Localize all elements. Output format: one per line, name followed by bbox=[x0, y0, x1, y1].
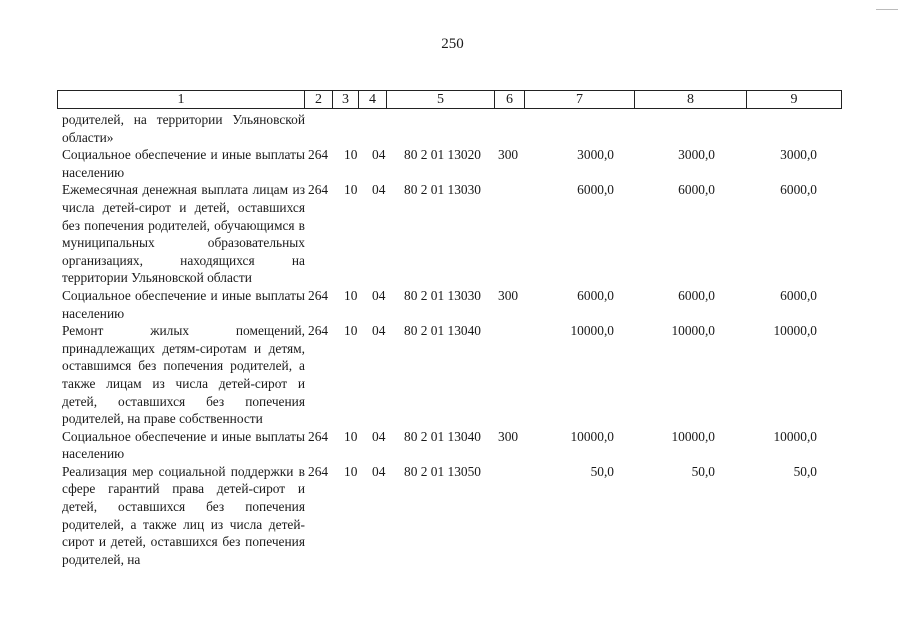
row-amount-3: 6000,0 bbox=[780, 287, 817, 303]
table-row bbox=[57, 428, 842, 463]
row-section: 10 bbox=[344, 428, 358, 444]
row-amount-1: 10000,0 bbox=[570, 428, 614, 444]
row-target-code: 80 2 01 13030 bbox=[404, 182, 481, 198]
table-row bbox=[57, 287, 842, 322]
row-ministry: 264 bbox=[308, 428, 329, 444]
table-body bbox=[57, 111, 842, 568]
row-subsection: 04 bbox=[372, 323, 386, 339]
row-subsection: 04 bbox=[372, 147, 386, 163]
row-amount-2: 50,0 bbox=[691, 463, 715, 479]
row-subsection: 04 bbox=[372, 182, 386, 198]
scan-mark bbox=[876, 9, 898, 10]
row-amount-1: 6000,0 bbox=[577, 182, 614, 198]
row-name: Ежемесячная денежная выплата лицам из числа детей-сирот и детей, оставшихся без попечения родителей, обучающимся в муниципальных образовательных организациях, находящихся на территории Ульяновской области bbox=[62, 182, 305, 286]
row-name: Социальное обеспечение и иные выплаты населению bbox=[62, 287, 305, 321]
row-amount-3: 50,0 bbox=[793, 463, 817, 479]
header-cell-1: 1 bbox=[58, 91, 305, 108]
header-cell-7: 7 bbox=[525, 91, 635, 108]
row-name: Ремонт жилых помещений, принадлежащих детям-сиротам и детям, оставшимся без попечения родителей, а также лицам из числа детей-сирот и детей, оставшихся без попечения родителей, на праве собственности bbox=[62, 323, 305, 427]
row-amount-1: 3000,0 bbox=[577, 147, 614, 163]
row-target-code: 80 2 01 13050 bbox=[404, 463, 481, 479]
row-ministry: 264 bbox=[308, 147, 329, 163]
row-amount-3: 6000,0 bbox=[780, 182, 817, 198]
header-cell-8: 8 bbox=[635, 91, 747, 108]
row-target-code: 80 2 01 13040 bbox=[404, 428, 481, 444]
table-row bbox=[57, 111, 842, 146]
row-expense-type: 300 bbox=[498, 428, 519, 444]
row-name: Социальное обеспечение и иные выплаты населению bbox=[62, 147, 305, 180]
row-amount-2: 3000,0 bbox=[678, 147, 715, 163]
row-ministry: 264 bbox=[308, 182, 329, 198]
row-expense-type: 300 bbox=[498, 147, 519, 163]
table-row bbox=[57, 322, 842, 428]
row-expense-type: 300 bbox=[498, 287, 519, 303]
row-section: 10 bbox=[344, 182, 358, 198]
header-cell-3: 3 bbox=[333, 91, 359, 108]
row-ministry: 264 bbox=[308, 323, 329, 339]
row-target-code: 80 2 01 13030 bbox=[404, 287, 481, 303]
row-amount-2: 10000,0 bbox=[671, 323, 715, 339]
header-cell-2: 2 bbox=[305, 91, 333, 108]
row-amount-2: 6000,0 bbox=[678, 182, 715, 198]
row-section: 10 bbox=[344, 323, 358, 339]
row-ministry: 264 bbox=[308, 287, 329, 303]
table-row bbox=[57, 181, 842, 287]
row-subsection: 04 bbox=[372, 428, 386, 444]
header-cell-5: 5 bbox=[387, 91, 495, 108]
header-cell-9: 9 bbox=[790, 92, 798, 107]
row-name: родителей, на территории Ульяновской области» bbox=[62, 112, 305, 145]
row-amount-1: 10000,0 bbox=[570, 323, 614, 339]
row-target-code: 80 2 01 13040 bbox=[404, 323, 481, 339]
row-amount-3: 10000,0 bbox=[773, 323, 817, 339]
row-amount-3: 3000,0 bbox=[780, 147, 817, 163]
row-ministry: 264 bbox=[308, 463, 329, 479]
header-cell-4: 4 bbox=[359, 91, 387, 108]
row-target-code: 80 2 01 13020 bbox=[404, 147, 481, 163]
row-name: Реализация мер социальной поддержки в сфере гарантий права детей-сирот и детей, оставшихся без попечения родителей, а также лиц из числа детей-сирот и детей, оставшихся без попечения родителей, на bbox=[62, 463, 305, 567]
row-amount-3: 10000,0 bbox=[773, 428, 817, 444]
table-row bbox=[57, 146, 842, 181]
header-cell-6: 6 bbox=[495, 91, 525, 108]
row-section: 10 bbox=[344, 287, 358, 303]
row-amount-1: 6000,0 bbox=[577, 287, 614, 303]
row-section: 10 bbox=[344, 463, 358, 479]
table-header bbox=[57, 90, 842, 109]
row-section: 10 bbox=[344, 147, 358, 163]
page-number: 250 bbox=[441, 36, 464, 52]
table-row bbox=[57, 463, 842, 569]
row-amount-1: 50,0 bbox=[590, 463, 614, 479]
row-amount-2: 10000,0 bbox=[671, 428, 715, 444]
row-subsection: 04 bbox=[372, 463, 386, 479]
row-name: Социальное обеспечение и иные выплаты населению bbox=[62, 428, 305, 462]
row-subsection: 04 bbox=[372, 287, 386, 303]
row-amount-2: 6000,0 bbox=[678, 287, 715, 303]
